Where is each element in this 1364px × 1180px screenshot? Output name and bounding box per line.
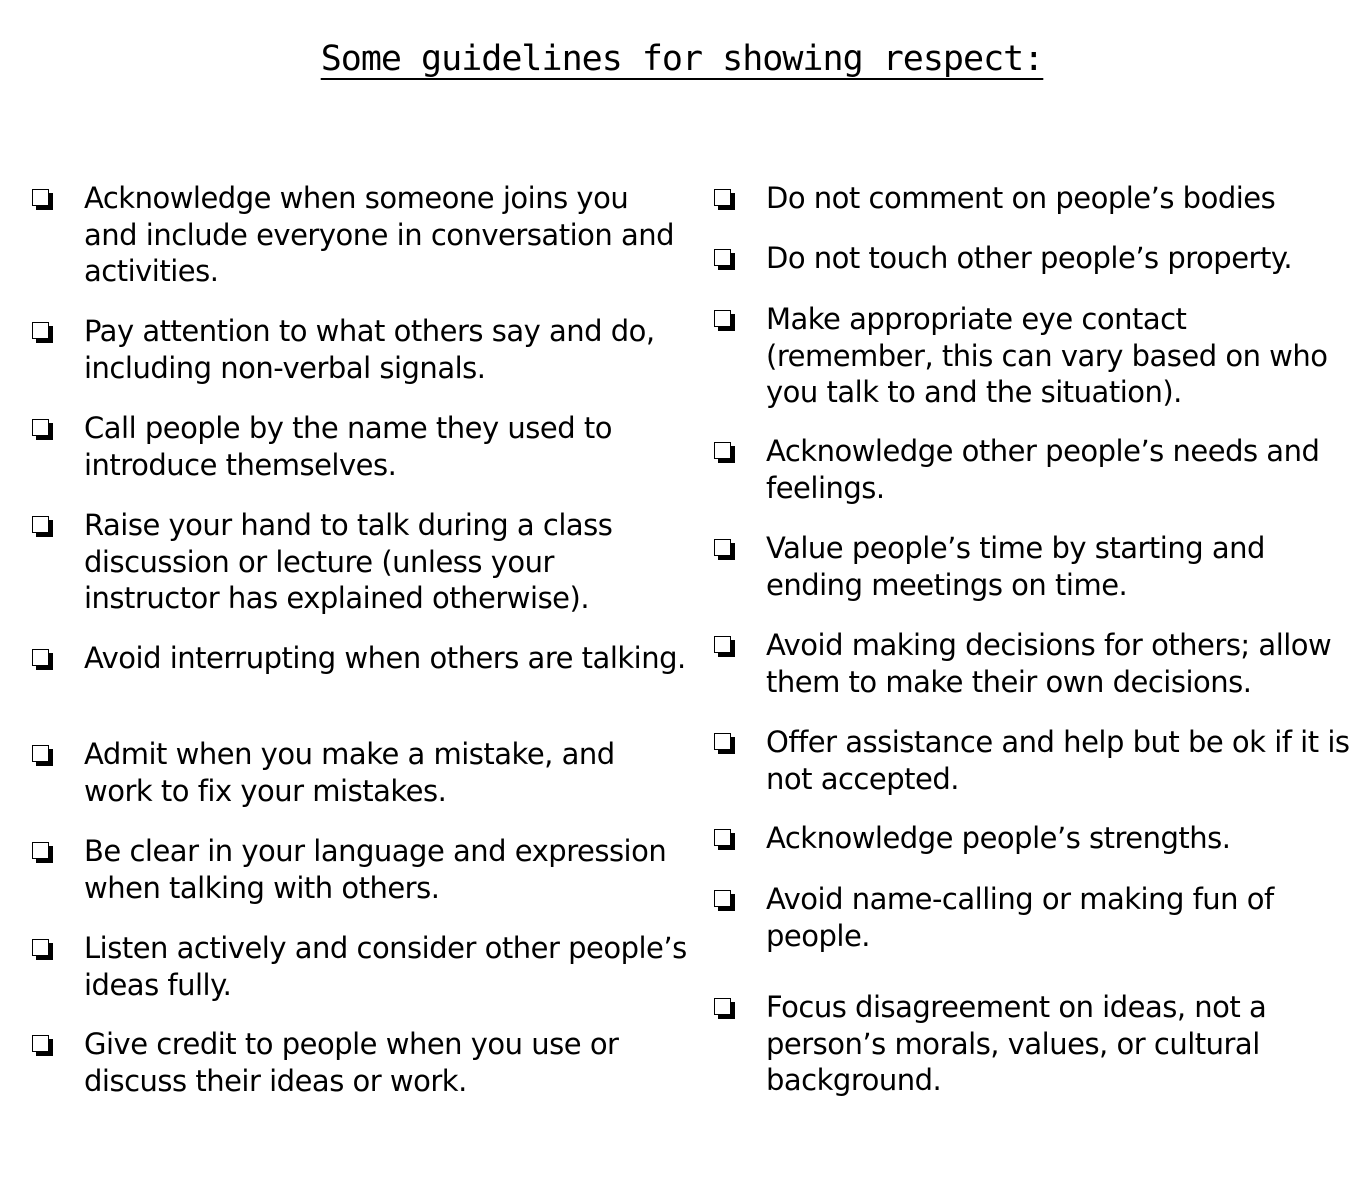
guideline-item bbox=[714, 627, 1356, 700]
guideline-item bbox=[714, 433, 1356, 506]
checkbox-icon[interactable] bbox=[32, 419, 54, 441]
guideline-text: Acknowledge people’s strengths. bbox=[766, 821, 1231, 855]
guideline-text: Value people’s time by starting and ending meetings on time. bbox=[766, 531, 1265, 602]
guideline-text: Focus disagreement on ideas, not a person’s morals, values, or cultural background. bbox=[766, 990, 1267, 1097]
guideline-text: Raise your hand to talk during a class discussion or lecture (unless your instructor has explained otherwise). bbox=[84, 508, 613, 615]
guideline-text: Call people by the name they used to introduce themselves. bbox=[84, 411, 612, 482]
guideline-text: Avoid making decisions for others; allow them to make their own decisions. bbox=[766, 628, 1332, 699]
title-text: Some guidelines for showing respect: bbox=[320, 39, 1044, 79]
guideline-item bbox=[714, 301, 1356, 411]
guideline-item bbox=[714, 989, 1356, 1099]
checkbox-icon[interactable] bbox=[714, 249, 736, 271]
guideline-text: Offer assistance and help but be ok if it is not accepted. bbox=[766, 725, 1350, 796]
checkbox-icon[interactable] bbox=[714, 539, 736, 561]
guideline-item bbox=[714, 530, 1356, 603]
checkbox-icon[interactable] bbox=[32, 842, 54, 864]
guideline-text: Acknowledge when someone joins you and include everyone in conversation and activities. bbox=[84, 181, 675, 288]
checkbox-icon[interactable] bbox=[714, 998, 736, 1020]
checkbox-icon[interactable] bbox=[32, 189, 54, 211]
checkbox-icon[interactable] bbox=[714, 829, 736, 851]
guideline-text: Make appropriate eye contact (remember, this can vary based on who you talk to and the situation). bbox=[766, 302, 1328, 409]
checkbox-icon[interactable] bbox=[714, 442, 736, 464]
checkbox-icon[interactable] bbox=[714, 733, 736, 755]
guideline-text: Avoid interrupting when others are talking. bbox=[84, 641, 686, 675]
guideline-item bbox=[32, 313, 689, 386]
checkbox-icon[interactable] bbox=[32, 745, 54, 767]
guideline-item bbox=[32, 1026, 689, 1099]
guideline-text: Listen actively and consider other people’s ideas fully. bbox=[84, 931, 687, 1002]
guideline-text: Do not comment on people’s bodies bbox=[766, 181, 1276, 215]
guideline-text: Do not touch other people’s property. bbox=[766, 241, 1293, 275]
guideline-item bbox=[714, 180, 1356, 217]
checkbox-icon[interactable] bbox=[32, 322, 54, 344]
checkbox-icon[interactable] bbox=[714, 636, 736, 658]
guideline-item bbox=[32, 180, 689, 290]
guideline-item bbox=[714, 724, 1356, 797]
page-title bbox=[0, 34, 1364, 84]
guideline-item bbox=[714, 881, 1356, 954]
guideline-item bbox=[32, 736, 689, 809]
guideline-text: Avoid name-calling or making fun of people. bbox=[766, 882, 1274, 953]
checkbox-icon[interactable] bbox=[32, 649, 54, 671]
guideline-item bbox=[32, 833, 689, 906]
guideline-item bbox=[32, 640, 689, 677]
checkbox-icon[interactable] bbox=[714, 189, 736, 211]
guideline-item bbox=[714, 240, 1356, 277]
guideline-text: Be clear in your language and expression when talking with others. bbox=[84, 834, 667, 905]
checkbox-icon[interactable] bbox=[32, 939, 54, 961]
guideline-text: Pay attention to what others say and do, including non-verbal signals. bbox=[84, 314, 655, 385]
guideline-item bbox=[32, 410, 689, 483]
guideline-text: Admit when you make a mistake, and work to fix your mistakes. bbox=[84, 737, 615, 808]
guideline-item bbox=[32, 930, 689, 1003]
guideline-text: Give credit to people when you use or discuss their ideas or work. bbox=[84, 1027, 619, 1098]
guideline-text: Acknowledge other people’s needs and feelings. bbox=[766, 434, 1320, 505]
checkbox-icon[interactable] bbox=[714, 890, 736, 912]
checkbox-icon[interactable] bbox=[32, 1035, 54, 1057]
checkbox-icon[interactable] bbox=[32, 516, 54, 538]
guideline-item bbox=[32, 507, 689, 617]
guideline-item bbox=[714, 820, 1356, 857]
checkbox-icon[interactable] bbox=[714, 310, 736, 332]
